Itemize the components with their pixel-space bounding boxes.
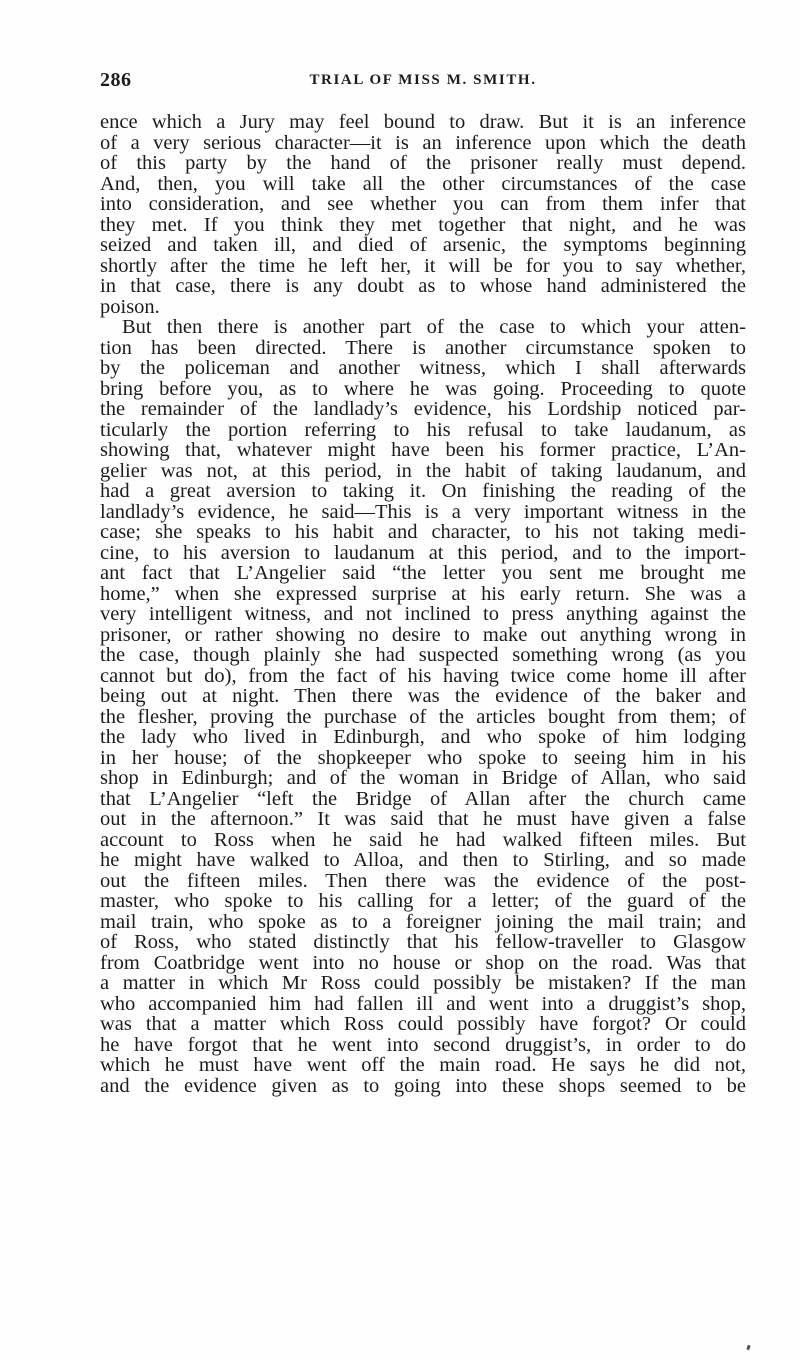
text-line: in her house; of the shopkeeper who spoke to seeing him in his (100, 746, 746, 769)
text-line: into consideration, and see whether you can from them infer that (100, 193, 746, 215)
text-line: in that case, there is any doubt as to whose hand administered the (100, 275, 746, 297)
text-line: out in the afternoon.” It was said that he must have given a false (100, 808, 746, 830)
print-speck (746, 1345, 751, 1351)
text-line: very intelligent witness, and not inclined to press anything against the (100, 603, 746, 625)
text-line: ence which a Jury may feel bound to draw. But it is an inference (100, 111, 746, 133)
page-number: 286 (100, 69, 132, 91)
text-line: gelier was not, at this period, in the habit of taking laudanum, and (100, 459, 746, 482)
text-line: had a great aversion to taking it. On finishing the reading of the (100, 480, 746, 502)
text-line: of a very serious character—it is an inference upon which the death (100, 131, 746, 154)
text-line: poison. (100, 295, 160, 318)
text-line: of Ross, who stated distinctly that his fellow-traveller to Glasgow (100, 931, 746, 953)
text-line: they met. If you think they met together that night, and he was (100, 213, 746, 236)
text-line: of this party by the hand of the prisoner really must depend. (100, 152, 746, 174)
paragraph-start-line: But then there is another part of the case to which your atten- (122, 316, 746, 338)
text-line: account to Ross when he said he had walked fifteen miles. But (100, 828, 746, 851)
body-text (100, 112, 746, 1096)
text-line: the remainder of the landlady’s evidence, his Lordship noticed par- (100, 398, 746, 420)
text-line: ant fact that L’Angelier said “the letter you sent me brought me (100, 562, 746, 584)
text-line: prisoner, or rather showing no desire to make out anything wrong in (100, 623, 746, 646)
text-line: being out at night. Then there was the evidence of the baker and (100, 685, 746, 707)
text-line: which he must have went off the main road. He says he did not, (100, 1054, 746, 1076)
text-line: was that a matter which Ross could possibly have forgot? Or could (100, 1013, 746, 1035)
text-line: seized and taken ill, and died of arsenic, the symptoms beginning (100, 234, 746, 256)
text-line: home,” when she expressed surprise at his early return. She was a (100, 582, 746, 605)
text-line: he have forgot that he went into second druggist’s, in order to do (100, 1033, 746, 1056)
text-line: shortly after the time he left her, it will be for you to say whether, (100, 254, 746, 277)
text-line: cannot but do), from the fact of his having twice come home ill after (100, 664, 746, 687)
text-line: who accompanied him had fallen ill and went into a druggist’s shop, (100, 992, 746, 1015)
text-line: and the evidence given as to going into these shops seemed to be (100, 1074, 746, 1097)
text-line: case; she speaks to his habit and character, to his not taking medi- (100, 521, 746, 543)
text-line: cine, to his aversion to laudanum at this period, and to the import- (100, 541, 746, 564)
text-line: from Coatbridge went into no house or shop on the road. Was that (100, 951, 746, 974)
text-line: he might have walked to Alloa, and then to Stirling, and so made (100, 849, 746, 871)
text-line: the flesher, proving the purchase of the articles bought from them; of (100, 705, 746, 728)
text-line: And, then, you will take all the other circumstances of the case (100, 172, 746, 195)
text-line: the lady who lived in Edinburgh, and who spoke of him lodging (100, 726, 746, 748)
text-line: ticularly the portion referring to his refusal to take laudanum, as (100, 418, 746, 441)
text-line: the case, though plainly she had suspected something wrong (as you (100, 644, 746, 666)
text-line: a matter in which Mr Ross could possibly be mistaken? If the man (100, 972, 746, 994)
text-line: showing that, whatever might have been his former practice, L’An- (100, 439, 746, 461)
text-line: landlady’s evidence, he said—This is a very important witness in the (100, 500, 746, 523)
text-line: out the fifteen miles. Then there was the evidence of the post- (100, 869, 746, 892)
running-title: TRIAL OF MISS M. SMITH. (309, 72, 537, 88)
text-line: bring before you, as to where he was going. Proceeding to quote (100, 377, 746, 400)
text-line: that L’Angelier “left the Bridge of Allan after the church came (100, 787, 746, 810)
text-line: tion has been directed. There is another circumstance spoken to (100, 336, 746, 359)
text-line: shop in Edinburgh; and of the woman in Bridge of Allan, who said (100, 767, 746, 789)
running-head (100, 69, 746, 93)
text-line: by the policeman and another witness, which I shall afterwards (100, 357, 746, 379)
text-line: mail train, who spoke as to a foreigner joining the mail train; and (100, 910, 746, 933)
text-line: master, who spoke to his calling for a letter; of the guard of the (100, 890, 746, 912)
